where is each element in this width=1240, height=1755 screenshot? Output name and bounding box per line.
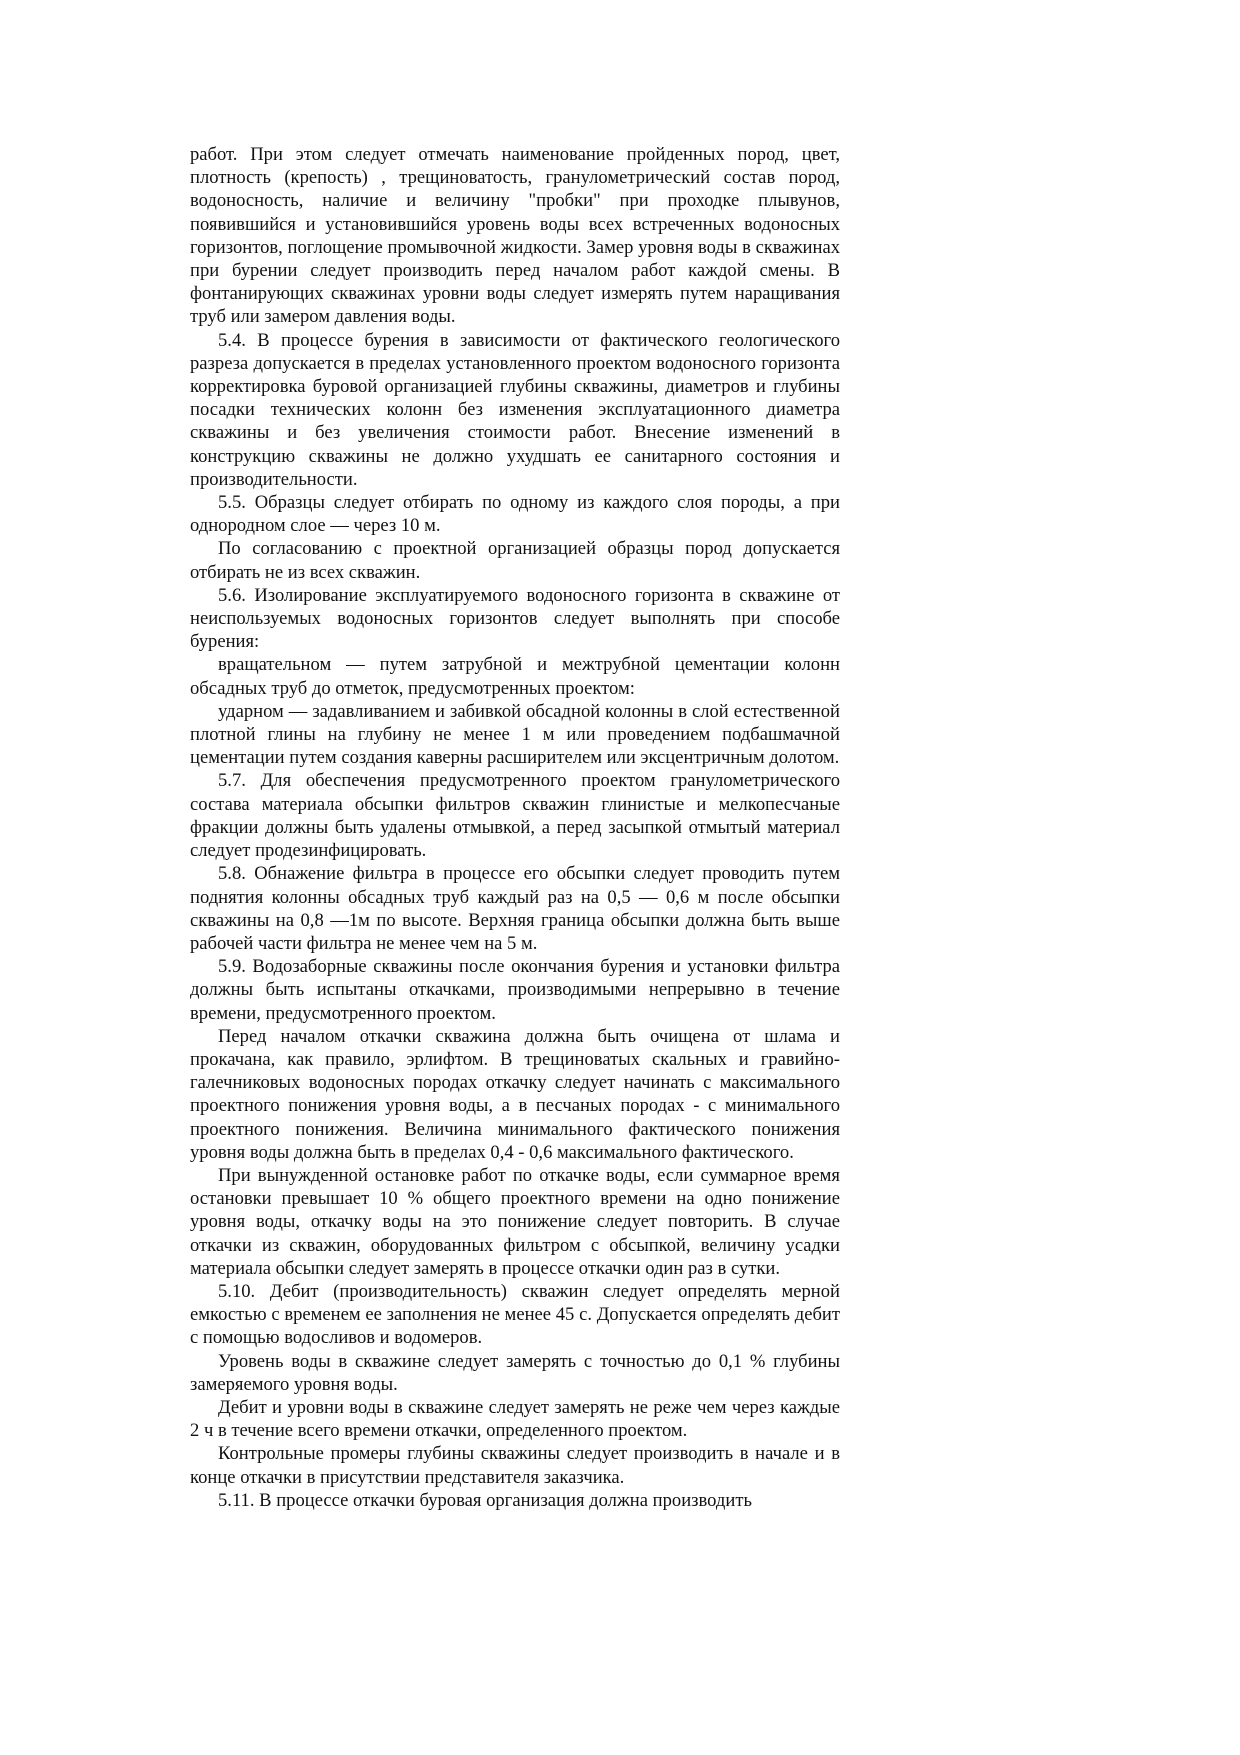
paragraph-5-4: 5.4. В процессе бурения в зависимости от фактического геологического разреза допускается в пределах установленного проектом водоносного горизонта корректировка буровой организацией глубины скважины, диаметров и глубины посадки технических колонн без изменения эксплуатационного диаметра скважины и без увеличения стоимости работ. Внесение изменений в конструкцию скважины не должно ухудшать ее санитарного состояния и производительности.: [190, 329, 840, 490]
paragraph-5-10-level: Уровень воды в скважине следует замерять с точностью до 0,1 % глубины замеряемого уровня воды.: [190, 1350, 840, 1395]
paragraph-5-6: 5.6. Изолирование эксплуатируемого водоносного горизонта в скважине от неиспользуемых водоносных горизонтов следует выполнять при способе бурения:: [190, 584, 840, 653]
paragraph-5-5: 5.5. Образцы следует отбирать по одному из каждого слоя породы, а при однородном слое — через 10 м.: [190, 492, 840, 537]
paragraph-5-6-rotary: вращательном — путем затрубной и межтрубной цементации колонн обсадных труб до отметок, предусмотренных проектом:: [190, 654, 840, 699]
paragraph-5-9-interruption: При вынужденной остановке работ по откачке воды, если суммарное время остановки превышает 10 % общего проектного времени на одно понижение уровня воды, откачку воды на это понижение следует повторить. В случае откачки из скважин, оборудованных фильтром с обсыпкой, величину усадки материала обсыпки следует замерять в процессе откачки один раз в сутки.: [190, 1164, 840, 1279]
paragraph-5-10: 5.10. Дебит (производительность) скважин следует определять мерной емкостью с временем ее заполнения не менее 45 с. Допускается определять дебит с помощью водосливов и водомеров.: [190, 1280, 840, 1349]
paragraph-5-5-note: По согласованию с проектной организацией образцы пород допускается отбирать не из всех скважин.: [190, 538, 840, 583]
paragraph-5-9: 5.9. Водозаборные скважины после окончания бурения и установки фильтра должны быть испытаны откачками, производимыми непрерывно в течение времени, предусмотренного проектом.: [190, 956, 840, 1024]
paragraph-5-6-percussion: ударном — задавливанием и забивкой обсадной колонны в слой естественной плотной глины на глубину не менее 1 м или проведением подбашмачной цементации путем создания каверны расширителем или эксцентричным долотом.: [190, 700, 840, 769]
paragraph-continuation: работ. При этом следует отмечать наименование пройденных пород, цвет, плотность (крепость) , трещиноватость, гранулометрический состав пород, водоносность, наличие и величину "пробки" при проходке плывунов, появившийся и установившийся уровень воды всех встреченных водоносных горизонтов, поглощение промывочной жидкости. Замер уровня воды в скважинах при бурении следует производить перед началом работ каждой смены. В фонтанирующих скважинах уровни воды следует измерять путем наращивания труб или замером давления воды.: [190, 144, 840, 328]
paragraph-5-10-control: Контрольные промеры глубины скважины следует производить в начале и в конце откачки в присутствии представителя заказчика.: [190, 1443, 840, 1488]
paragraph-5-9-pumping-start: Перед началом откачки скважина должна быть очищена от шлама и прокачана, как правило, эрлифтом. В трещиноватых скальных и гравийно- галечниковых водоносных породах откачку следует начинать с максимального проектного понижения уровня воды, а в песчаных породах - с минимального проектного понижения. Величина минимального фактического понижения уровня воды должна быть в пределах 0,4 - 0,6 максимального фактического.: [190, 1025, 840, 1163]
document-page: [190, 143, 840, 1512]
paragraph-5-10-frequency: Дебит и уровни воды в скважине следует замерять не реже чем через каждые 2 ч в течение всего времени откачки, определенного проектом.: [190, 1396, 840, 1442]
paragraph-5-11: 5.11. В процессе откачки буровая организация должна производить: [218, 1489, 752, 1511]
paragraph-5-7: 5.7. Для обеспечения предусмотренного проектом гранулометрического состава материала обсыпки фильтров скважин глинистые и мелкопесчаные фракции должны быть удалены отмывкой, а перед засыпкой отмытый материал следует продезинфицировать.: [190, 770, 840, 862]
paragraph-5-8: 5.8. Обнажение фильтра в процессе его обсыпки следует проводить путем поднятия колонны обсадных труб каждый раз на 0,5 — 0,6 м после обсыпки скважины на 0,8 —1м по высоте. Верхняя граница обсыпки должна быть выше рабочей части фильтра не менее чем на 5 м.: [190, 863, 840, 954]
